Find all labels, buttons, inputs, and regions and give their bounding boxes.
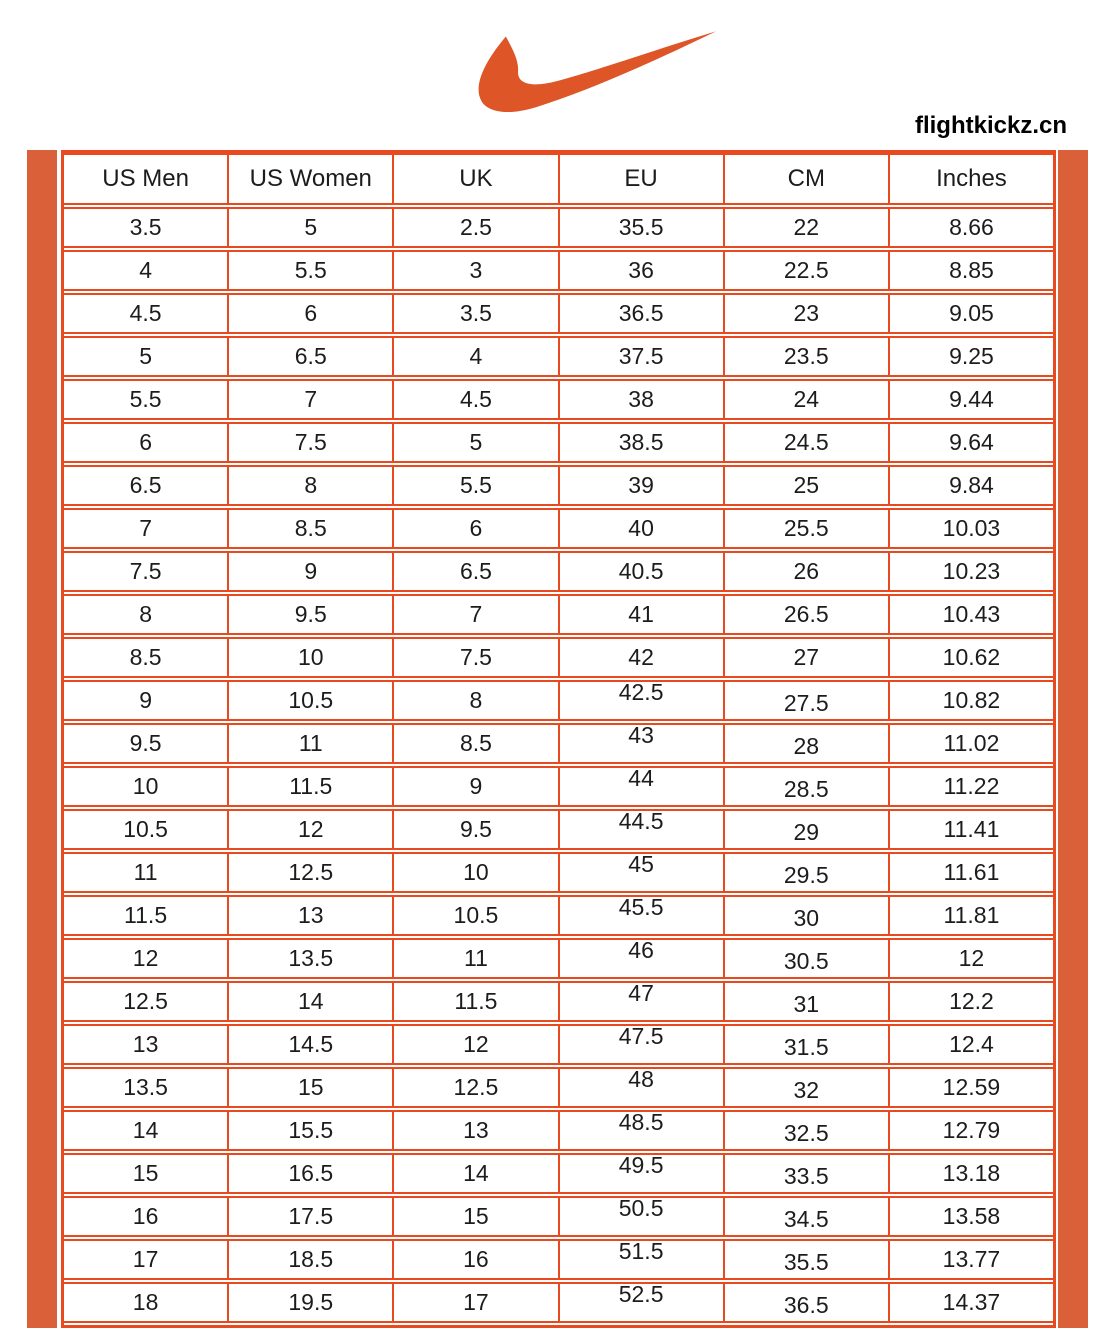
table-row <box>64 293 1053 334</box>
right-accent-bar <box>1058 150 1088 1328</box>
table-cell: 11 <box>133 859 158 885</box>
table-cell: 14 <box>227 983 392 1020</box>
table-cell: 15 <box>392 1198 557 1235</box>
table-cell: 6.5 <box>227 338 392 375</box>
table-cell: 8 <box>139 601 152 627</box>
table-cell: 7 <box>227 381 392 418</box>
table-cell: 7 <box>392 596 557 633</box>
table-cell: 12 <box>392 1026 557 1063</box>
table-cell: 23.5 <box>723 338 888 375</box>
table-cell: 11 <box>227 725 392 762</box>
table-cell: 29 <box>723 811 888 848</box>
table-cell: 40 <box>558 510 723 547</box>
table-cell: 2.5 <box>392 209 557 246</box>
table-cell: 5.5 <box>227 252 392 289</box>
table-cell: 4 <box>139 257 152 283</box>
table-cell: 5.5 <box>392 467 557 504</box>
table-cell: 5.5 <box>129 386 162 412</box>
table-row <box>64 1067 1053 1108</box>
table-area <box>27 150 1100 1328</box>
size-table-body <box>64 207 1053 1323</box>
table-row <box>64 1282 1053 1323</box>
table-cell: 10 <box>392 854 557 891</box>
table-cell: 40.5 <box>558 553 723 590</box>
table-cell: 10.5 <box>123 816 168 842</box>
table-cell: 11.5 <box>124 902 168 928</box>
table-cell: 48 <box>558 1069 723 1106</box>
table-cell: 28 <box>723 725 888 762</box>
table-row <box>64 637 1053 678</box>
table-cell: 22 <box>723 209 888 246</box>
table-cell: 49.5 <box>558 1155 723 1192</box>
table-row <box>64 551 1053 592</box>
table-cell: 6 <box>227 295 392 332</box>
table-cell: 38 <box>558 381 723 418</box>
table-row <box>64 895 1053 936</box>
table-row <box>64 1153 1053 1194</box>
table-cell: 8.5 <box>392 725 557 762</box>
table-cell: 9.64 <box>888 424 1053 461</box>
table-row <box>64 508 1053 549</box>
table-cell: 36.5 <box>723 1284 888 1321</box>
table-cell: 6.5 <box>392 553 557 590</box>
table-cell: 13.5 <box>123 1074 168 1100</box>
table-cell: 46 <box>558 940 723 977</box>
table-cell: 17 <box>132 1246 159 1272</box>
table-row <box>64 852 1053 893</box>
table-row <box>64 680 1053 721</box>
table-cell: 9 <box>392 768 557 805</box>
nike-swoosh-icon <box>452 26 722 122</box>
table-cell: 30 <box>723 897 888 934</box>
size-conversion-table <box>61 150 1056 1328</box>
table-row <box>64 766 1053 807</box>
table-cell: 32 <box>723 1069 888 1106</box>
table-cell: 36 <box>558 252 723 289</box>
table-cell: 9.84 <box>888 467 1053 504</box>
table-cell: 8 <box>227 467 392 504</box>
table-cell: 13 <box>132 1031 159 1057</box>
table-cell: 36.5 <box>558 295 723 332</box>
header-area <box>0 0 1100 150</box>
table-cell: 5 <box>392 424 557 461</box>
table-cell: 7 <box>139 515 152 541</box>
table-cell: 9.5 <box>129 730 162 756</box>
table-cell: 28.5 <box>723 768 888 805</box>
table-cell: 41 <box>558 596 723 633</box>
table-cell: 11.22 <box>888 768 1053 805</box>
table-cell: 27 <box>723 639 888 676</box>
table-cell: 24 <box>723 381 888 418</box>
table-cell: 10.03 <box>888 510 1053 547</box>
table-cell: 44.5 <box>558 811 723 848</box>
table-cell: 38.5 <box>558 424 723 461</box>
table-cell: 19.5 <box>227 1284 392 1321</box>
table-cell: 33.5 <box>723 1155 888 1192</box>
column-header-us-women: US Women <box>227 155 392 203</box>
table-cell: 42 <box>558 639 723 676</box>
table-cell: 9.5 <box>227 596 392 633</box>
table-cell: 51.5 <box>558 1241 723 1278</box>
left-accent-bar <box>27 150 57 1328</box>
column-header-inches: Inches <box>888 155 1053 203</box>
table-cell: 26.5 <box>723 596 888 633</box>
table-cell: 11.5 <box>227 768 392 805</box>
table-cell: 12.4 <box>888 1026 1053 1063</box>
table-cell: 25.5 <box>723 510 888 547</box>
table-cell: 7.5 <box>129 558 162 584</box>
table-cell: 17.5 <box>227 1198 392 1235</box>
table-cell: 3.5 <box>392 295 557 332</box>
table-cell: 35.5 <box>558 209 723 246</box>
table-row <box>64 379 1053 420</box>
table-cell: 6.5 <box>129 472 162 498</box>
table-cell: 18.5 <box>227 1241 392 1278</box>
table-cell: 12.2 <box>888 983 1053 1020</box>
table-cell: 25 <box>723 467 888 504</box>
table-cell: 30.5 <box>723 940 888 977</box>
table-cell: 10 <box>132 773 159 799</box>
table-cell: 10.23 <box>888 553 1053 590</box>
table-cell: 4 <box>392 338 557 375</box>
table-row <box>64 938 1053 979</box>
table-cell: 8.5 <box>129 644 162 670</box>
table-cell: 10.5 <box>392 897 557 934</box>
table-cell: 3.5 <box>129 214 162 240</box>
table-cell: 52.5 <box>558 1284 723 1321</box>
table-cell: 10.43 <box>888 596 1053 633</box>
table-cell: 47 <box>558 983 723 1020</box>
table-cell: 12.59 <box>888 1069 1053 1106</box>
table-cell: 11.81 <box>888 897 1053 934</box>
table-cell: 3 <box>392 252 557 289</box>
table-cell: 45.5 <box>558 897 723 934</box>
table-cell: 12.5 <box>123 988 168 1014</box>
table-row <box>64 1239 1053 1280</box>
table-cell: 10.82 <box>888 682 1053 719</box>
table-cell: 50.5 <box>558 1198 723 1235</box>
table-cell: 8.85 <box>888 252 1053 289</box>
table-cell: 16.5 <box>227 1155 392 1192</box>
table-cell: 47.5 <box>558 1026 723 1063</box>
table-cell: 10 <box>227 639 392 676</box>
table-cell: 6 <box>392 510 557 547</box>
table-cell: 8 <box>392 682 557 719</box>
table-cell: 22.5 <box>723 252 888 289</box>
table-cell: 17 <box>392 1284 557 1321</box>
table-cell: 32.5 <box>723 1112 888 1149</box>
table-cell: 18 <box>132 1289 159 1315</box>
table-cell: 8.5 <box>227 510 392 547</box>
table-cell: 16 <box>392 1241 557 1278</box>
table-cell: 24.5 <box>723 424 888 461</box>
table-cell: 12.79 <box>888 1112 1053 1149</box>
table-cell: 11.41 <box>888 811 1053 848</box>
table-cell: 13.58 <box>888 1198 1053 1235</box>
website-label: flightkickz.cn <box>914 112 1067 139</box>
table-cell: 37.5 <box>558 338 723 375</box>
table-cell: 7.5 <box>227 424 392 461</box>
table-row <box>64 594 1053 635</box>
table-cell: 11.02 <box>888 725 1053 762</box>
table-cell: 9.44 <box>888 381 1053 418</box>
table-cell: 11.61 <box>888 854 1053 891</box>
table-cell: 4.5 <box>129 300 162 326</box>
table-cell: 5 <box>139 343 152 369</box>
table-cell: 14 <box>132 1117 159 1143</box>
table-cell: 13 <box>227 897 392 934</box>
table-cell: 4.5 <box>392 381 557 418</box>
column-header-us-men: US Men <box>102 165 189 192</box>
table-cell: 44 <box>558 768 723 805</box>
table-cell: 12 <box>132 945 159 971</box>
table-row <box>64 809 1053 850</box>
table-cell: 9.05 <box>888 295 1053 332</box>
table-row <box>64 336 1053 377</box>
table-cell: 15 <box>132 1160 159 1186</box>
table-row <box>64 1196 1053 1237</box>
table-cell: 9.5 <box>392 811 557 848</box>
table-cell: 39 <box>558 467 723 504</box>
table-cell: 10.62 <box>888 639 1053 676</box>
table-cell: 23 <box>723 295 888 332</box>
table-cell: 11 <box>392 940 557 977</box>
table-cell: 26 <box>723 553 888 590</box>
table-cell: 14 <box>392 1155 557 1192</box>
table-cell: 13.77 <box>888 1241 1053 1278</box>
table-row <box>64 723 1053 764</box>
table-cell: 11.5 <box>392 983 557 1020</box>
table-row <box>64 1024 1053 1065</box>
table-cell: 42.5 <box>558 682 723 719</box>
table-cell: 12.5 <box>392 1069 557 1106</box>
table-cell: 27.5 <box>723 682 888 719</box>
table-cell: 9 <box>139 687 152 713</box>
table-cell: 13.5 <box>227 940 392 977</box>
table-cell: 15 <box>227 1069 392 1106</box>
table-cell: 13.18 <box>888 1155 1053 1192</box>
table-header-row <box>64 153 1053 205</box>
table-cell: 29.5 <box>723 854 888 891</box>
table-cell: 35.5 <box>723 1241 888 1278</box>
table-cell: 31.5 <box>723 1026 888 1063</box>
table-cell: 15.5 <box>227 1112 392 1149</box>
column-header-eu: EU <box>558 155 723 203</box>
table-cell: 14.37 <box>888 1284 1053 1321</box>
table-cell: 34.5 <box>723 1198 888 1235</box>
column-header-cm: CM <box>723 155 888 203</box>
table-cell: 9.25 <box>888 338 1053 375</box>
table-cell: 48.5 <box>558 1112 723 1149</box>
table-row <box>64 981 1053 1022</box>
table-cell: 9 <box>227 553 392 590</box>
table-cell: 6 <box>139 429 152 455</box>
table-cell: 7.5 <box>392 639 557 676</box>
table-cell: 14.5 <box>227 1026 392 1063</box>
table-cell: 8.66 <box>888 209 1053 246</box>
table-row <box>64 465 1053 506</box>
table-cell: 45 <box>558 854 723 891</box>
table-row <box>64 207 1053 248</box>
table-cell: 12 <box>227 811 392 848</box>
column-header-uk: UK <box>392 155 557 203</box>
table-cell: 13 <box>392 1112 557 1149</box>
table-cell: 31 <box>723 983 888 1020</box>
table-cell: 10.5 <box>227 682 392 719</box>
table-cell: 5 <box>227 209 392 246</box>
table-row <box>64 250 1053 291</box>
table-cell: 43 <box>558 725 723 762</box>
table-cell: 12 <box>888 940 1053 977</box>
table-cell: 12.5 <box>227 854 392 891</box>
table-row <box>64 1110 1053 1151</box>
table-cell: 16 <box>132 1203 159 1229</box>
table-row <box>64 422 1053 463</box>
